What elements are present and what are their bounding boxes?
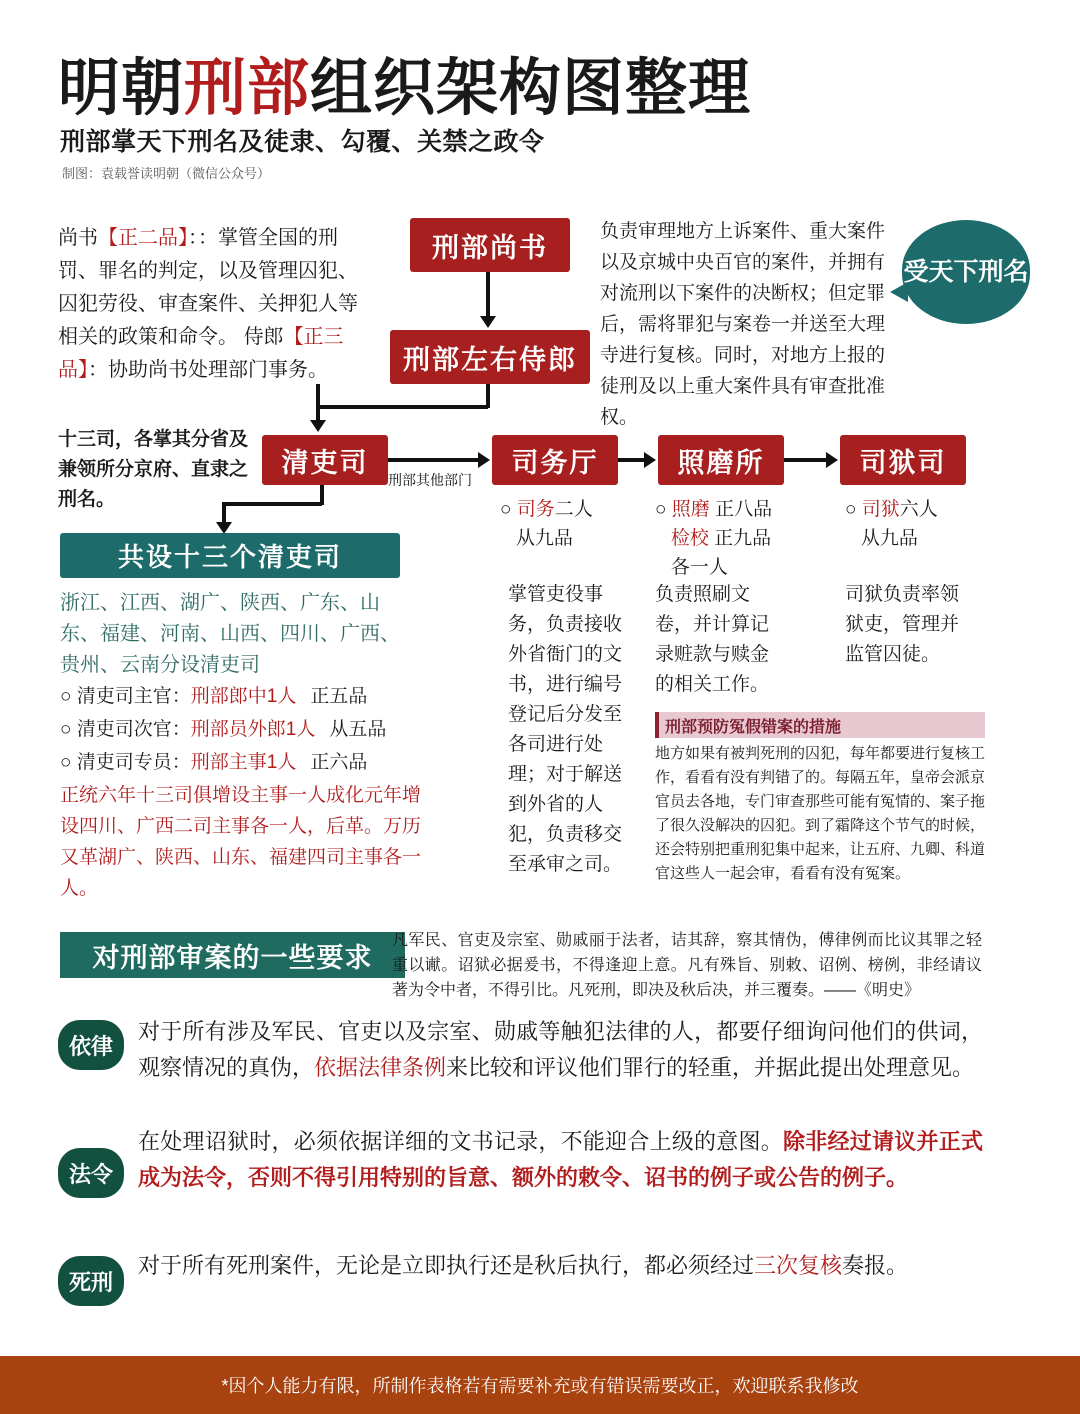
arrow-to-qinglisi: [310, 420, 326, 432]
shangshu-rank: 【正二品】: [98, 227, 188, 249]
connector-qingli-thirteen-c: [222, 502, 226, 524]
official-post-2: 刑部员外郎1人: [190, 719, 316, 740]
other-dept-label: 刑部其他部门: [388, 472, 472, 488]
official-row: ○ 清吏司专员：刑部主事1人 正六品: [60, 752, 368, 773]
connector-qingli-thirteen-b: [222, 502, 322, 506]
zhaomosuo-posts: ○ 照磨 正八品 检校 正九品 各一人: [655, 499, 773, 578]
post-zhaomo-rank: 正八品: [715, 499, 773, 520]
official-rank-2: 从五品: [329, 719, 387, 740]
official-row: ○ 清吏司主官：刑部郎中1人 正五品: [60, 686, 368, 707]
official-label-3: 清吏司专员：: [76, 752, 191, 773]
org-box-qinglisi: 清吏司: [262, 435, 388, 485]
post-jianjiao-rank: 正九品: [714, 528, 772, 549]
req1-post: 来比较和评议他们罪行的轻重，并据此提出处理意见。: [446, 1055, 975, 1080]
org-box-shangshu: 刑部尚书: [410, 218, 570, 272]
shangshu-duty: ：：掌管全国的刑罚、罪名的判定，以及管理囚犯、囚犯劳役、审查案件、关押犯人等相关的政策和命令。: [58, 227, 358, 348]
jurisdiction-paragraph: 负责审理地方上诉案件、重大案件以及京城中央百官的案件，并拥有对流刑以下案件的决断权；但定罪后，需将罪犯与案卷一并送至大理寺进行复核。同时，对地方上报的徒刑及以上重大案件具有审查批准权。: [600, 221, 886, 428]
badge-yilv: 依律: [58, 1020, 124, 1070]
post-zhaomo-count: 各一人: [670, 557, 728, 578]
shangshu-label: 尚书: [58, 227, 98, 249]
shilang-rank: 【正三品】: [58, 326, 344, 381]
requirement-text-1: [138, 1014, 983, 1086]
page-subtitle: 刑部掌天下刑名及徒隶、勾覆、关禁之政令: [60, 128, 545, 156]
requirement-text-2: [138, 1124, 983, 1196]
connector-qingli-down: [316, 405, 320, 421]
official-rank-1: 正五品: [310, 686, 368, 707]
post-zhaomo-name: 照磨: [671, 499, 710, 520]
official-post-3: 刑部主事1人: [190, 752, 297, 773]
requirements-quote: 凡军民、官吏及宗室、勋戚丽于法者，诘其辞，察其情伪，傅律例而比议其罪之轻重以谳。诏狱必据爰书，不得逢迎上意。凡有殊旨、别敕、诏例、榜例，非经请议著为令中者，不得引比。凡死刑，即决及秋后决，并三覆奏。——《明史》: [392, 932, 982, 999]
thirteen-si-note: 十三司，各掌其分省及兼领所分京府、直隶之刑名。: [58, 429, 249, 510]
connector-zhaomo-siyu: [784, 458, 828, 462]
thirteen-si-heading: 共设十三个清吏司: [60, 533, 400, 578]
post-siwu-count: 二人: [554, 499, 593, 520]
siyusi-posts: ○ 司狱六人 从九品: [845, 499, 938, 549]
official-rank-3: 正六品: [310, 752, 368, 773]
arrow-to-siwuting: [478, 452, 490, 468]
arrow-to-siyusi: [826, 452, 838, 468]
footer-note: *因个人能力有限，所制作表格若有需要补充或有错误需要改正，欢迎联系我修改: [0, 1356, 1080, 1414]
req1-pre: 对于所有涉及军民、官吏以及宗室、勋戚等触犯法律的人，都要仔细询问他们的供词，观察情况的真伪，: [138, 1019, 983, 1080]
title-part1: 明朝: [58, 54, 185, 123]
siyusi-description: 司狱负责率领狱吏，管理并监管囚徒。: [845, 584, 960, 665]
prevention-body: 地方如果有被判死刑的囚犯，每年都要进行复核工作，看看有没有判错了的。每隔五年，皇帝会派京官员去各地，专门审查那些可能有冤情的、案子拖了很久没解决的囚犯。到了霜降这个节气的时候，还会特别把重刑犯集中起来，让五府、九卿、科道官这些人一起会审，看看有没有冤案。: [655, 745, 986, 882]
req3-pre: 对于所有死刑案件，无论是立即执行还是秋后执行，都必须经过: [138, 1253, 755, 1278]
siwuting-posts: ○ 司务二人 从九品: [500, 499, 593, 549]
requirements-heading: 对刑部审案的一些要求: [60, 932, 405, 978]
badge-faling: 法令: [58, 1148, 124, 1198]
title-highlight: 刑部: [184, 54, 311, 123]
connector-shangshu-shilang: [486, 272, 490, 316]
post-siwu-rank: 从九品: [515, 528, 573, 549]
org-box-siwuting: 司务厅: [492, 435, 618, 485]
shilang-duty: ：协助尚书处理部门事务。: [88, 359, 328, 381]
prevention-heading: 刑部预防冤假错案的措施: [655, 712, 985, 738]
credit-line: 制图：袁载誉读明朝（微信公众号）: [62, 166, 271, 181]
org-box-zhaomosuo: 照磨所: [658, 435, 784, 485]
requirement-text-3: [138, 1248, 983, 1284]
post-siyu-count: 六人: [899, 499, 938, 520]
title-part2: 组织架构图整理: [310, 54, 752, 123]
req1-red: 依据法律条例: [314, 1055, 447, 1080]
connector-shilang-left: [316, 405, 488, 409]
connector-qingli-siwu: [388, 458, 480, 462]
page-title: [58, 38, 751, 127]
req3-post: 奏报。: [842, 1253, 909, 1278]
thirteen-si-history-note: 正统六年十三司俱增设主事一人成化元年增设四川、广西二司主事各一人，后革。万历又革湖广、陕西、山东、福建四司主事各一人。: [60, 785, 422, 899]
shilang-label: 侍郎: [243, 326, 284, 348]
post-siyu-name: 司狱: [861, 499, 900, 520]
req3-red: 三次复核: [754, 1253, 843, 1278]
req2-red: 除非经过请议并正式成为法令，否则不得引用特别的旨意、额外的敕令、诏书的例子或公告的例子。: [138, 1129, 983, 1190]
arrow-to-shilang: [480, 316, 496, 328]
connector-siwu-zhaomo: [618, 458, 646, 462]
org-box-shilang: 刑部左右侍郎: [390, 330, 590, 384]
official-label-2: 清吏司次官：: [76, 719, 191, 740]
left-description: [58, 222, 368, 387]
badge-sixing: 死刑: [58, 1256, 124, 1306]
post-siyu-rank: 从九品: [860, 528, 918, 549]
connector-shilang-vert: [486, 384, 490, 408]
zhaomosuo-description: 负责照刷文卷，并计算记录赃款与赎金的相关工作。: [655, 584, 770, 695]
org-box-siyusi: 司狱司: [840, 435, 966, 485]
thirteen-si-list: 浙江、江西、湖广、陕西、广东、山东、福建、河南、山西、四川、广西、贵州、云南分设清吏司: [60, 592, 400, 676]
qinglisi-officials: [60, 680, 460, 779]
official-label-1: 清吏司主官：: [76, 686, 191, 707]
official-row: ○ 清吏司次官：刑部员外郎1人 从五品: [60, 719, 387, 740]
post-jianjiao-name: 检校: [670, 528, 709, 549]
arrow-to-zhaomosuo: [644, 452, 656, 468]
bubble-tianxia-xingming: 受天下刑名: [902, 220, 1030, 324]
post-siwu-name: 司务: [516, 499, 555, 520]
siwuting-description: 掌管吏役事务，负责接收外省衙门的文书，进行编号登记后分发至各司进行处理；对于解送到外省的人犯，负责移交至承审之司。: [508, 584, 623, 875]
req2-pre: 在处理诏狱时，必须依据详细的文书记录，不能迎合上级的意图。: [138, 1129, 784, 1154]
official-post-1: 刑部郎中1人: [190, 686, 297, 707]
